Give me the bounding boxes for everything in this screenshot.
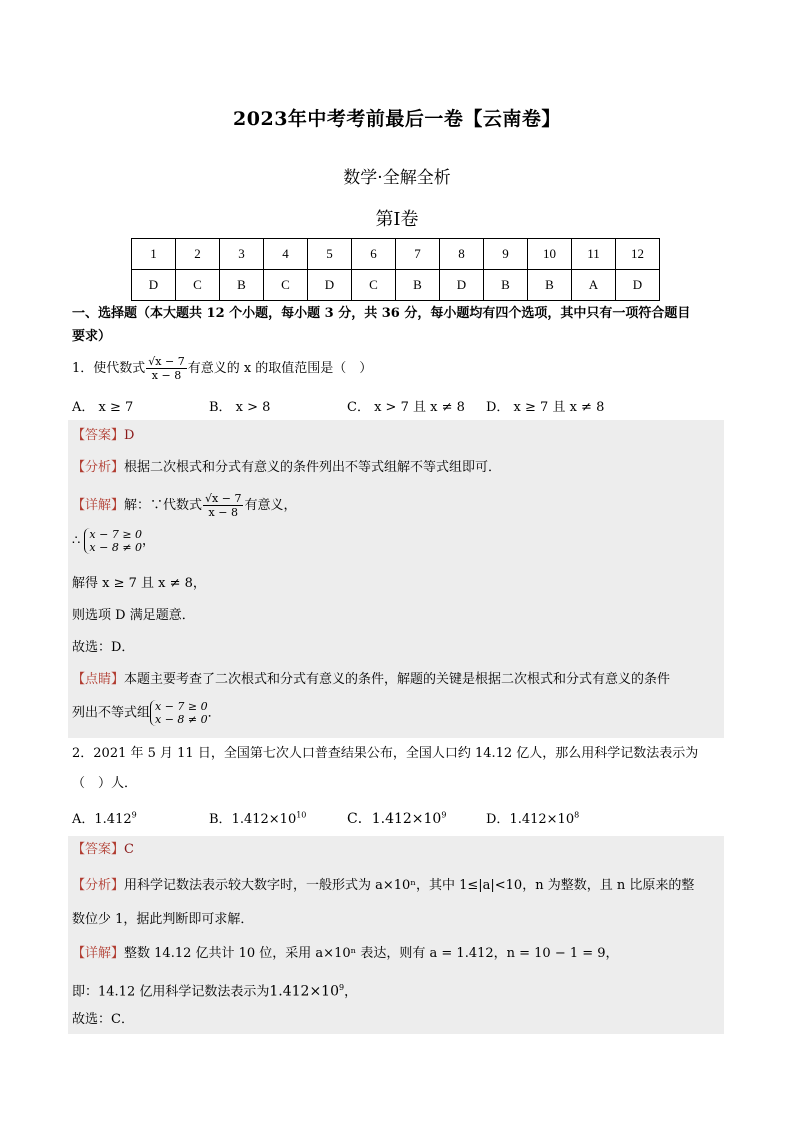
inequality-2: x − 8 ≠ 0 <box>89 541 143 554</box>
option-base: 1.412×10 <box>231 812 297 827</box>
fraction-numerator: √x − 7 <box>205 492 242 505</box>
q1-stem-suffix: 有意义的 x 的取值范围是（ ） <box>187 361 373 376</box>
answer-table <box>131 238 660 301</box>
table-cell: D <box>308 270 352 301</box>
q1-final: 故选：D． <box>72 640 135 655</box>
table-cell: 2 <box>176 239 220 270</box>
table-cell: 1 <box>132 239 176 270</box>
detail-suffix: 有意义， <box>244 498 297 513</box>
q1-point <box>72 670 670 690</box>
inequality-system <box>150 700 208 726</box>
q1-analysis <box>72 458 501 478</box>
q1-point-line2 <box>72 700 221 726</box>
q1-fraction <box>146 355 186 382</box>
system-end: ， <box>142 533 156 549</box>
table-cell: 6 <box>352 239 396 270</box>
ie-prefix: 即：14.12 亿用科学记数法表示为 <box>72 984 270 1000</box>
q1-choose: 则选项 D 满足题意． <box>72 608 195 623</box>
table-cell: D <box>616 270 660 301</box>
table-cell: 11 <box>572 239 616 270</box>
q1-solve: 解得 x ≥ 7 且 x ≠ 8， <box>72 576 206 591</box>
q2-solution-box <box>68 836 724 1034</box>
detail-tag: 【详解】 <box>72 946 125 961</box>
q2-stem-line2: （ ）人． <box>72 776 138 791</box>
fraction-denominator: x − 8 <box>208 506 238 519</box>
inequality-1: x − 7 ≥ 0 <box>155 700 208 713</box>
table-cell: C <box>176 270 220 301</box>
point-text-line2: 列出不等式组 <box>72 705 151 721</box>
table-cell: D <box>440 270 484 301</box>
q1-detail-fraction <box>203 492 243 519</box>
option-exponent: 9 <box>131 810 137 820</box>
inequality-2: x − 8 ≠ 0 <box>155 713 208 726</box>
option-base: 1.412 <box>94 812 132 827</box>
point-end: ． <box>207 705 221 721</box>
section-heading <box>72 302 724 348</box>
answer-table-answers-row <box>132 270 660 301</box>
ie-exponent: 9 <box>338 983 345 992</box>
table-cell: 4 <box>264 239 308 270</box>
table-cell: A <box>572 270 616 301</box>
q2-analysis-line2: 数位少 1，据此判断即可求解． <box>72 912 254 927</box>
ie-value: 1.412×10 <box>269 983 339 1000</box>
detail-tag: 【详解】 <box>72 498 125 513</box>
analysis-tag: 【分析】 <box>72 878 125 893</box>
therefore-symbol: ∴ <box>72 533 81 549</box>
q1-stem <box>72 355 372 382</box>
option-exponent: 8 <box>574 810 580 820</box>
table-cell: B <box>220 270 264 301</box>
answer-value: D <box>124 428 135 443</box>
q2-stem-line1: 2．2021 年 5 月 11 日，全国第七次人口普查结果公布，全国人口约 14.12 亿人，那么用科学记数法表示为 <box>72 746 699 761</box>
table-cell: 10 <box>528 239 572 270</box>
inequality-1: x − 7 ≥ 0 <box>89 528 143 541</box>
q1-system <box>72 528 155 554</box>
q1-option-c: C． x > 7 且 x ≠ 8 <box>347 400 465 415</box>
fraction-numerator: √x − 7 <box>148 355 185 368</box>
ie-end: ， <box>344 984 358 1000</box>
answer-tag: 【答案】 <box>72 842 125 857</box>
section-heading-line2: 要求） <box>72 329 112 344</box>
detail-text: 整数 14.12 亿共计 10 位，采用 a×10ⁿ 表达，则有 a = 1.412，n = 10 − 1 = 9， <box>124 946 619 961</box>
analysis-text: 用科学记数法表示较大数字时，一般形式为 a×10ⁿ，其中 1≤|a|<10，n 为整数，且 n 比原来的整 <box>124 878 695 893</box>
page-title: 2023年中考考前最后一卷【云南卷】 <box>233 108 561 130</box>
point-tag: 【点睛】 <box>72 672 125 687</box>
q1-answer <box>72 426 134 446</box>
analysis-text: 根据二次根式和分式有意义的条件列出不等式组解不等式组即可． <box>124 460 502 475</box>
fraction-denominator: x − 8 <box>151 369 182 382</box>
q2-final: 故选：C． <box>72 1012 134 1027</box>
answer-tag: 【答案】 <box>72 428 125 443</box>
table-cell: 12 <box>616 239 660 270</box>
table-cell: B <box>396 270 440 301</box>
q2-option-c <box>347 808 446 828</box>
table-cell: 3 <box>220 239 264 270</box>
option-label: A． <box>72 812 95 827</box>
detail-prefix: 解：∵代数式 <box>124 498 203 513</box>
inequality-system <box>84 528 142 554</box>
answer-value: C <box>124 842 134 857</box>
q2-option-d <box>486 808 579 827</box>
table-cell: 7 <box>396 239 440 270</box>
table-cell: C <box>264 270 308 301</box>
table-cell: D <box>132 270 176 301</box>
table-cell: 8 <box>440 239 484 270</box>
table-cell: 5 <box>308 239 352 270</box>
table-cell: B <box>528 270 572 301</box>
table-cell: B <box>484 270 528 301</box>
option-exponent: 9 <box>441 810 447 820</box>
table-cell: 9 <box>484 239 528 270</box>
q1-option-a: A． x ≥ 7 <box>72 400 134 415</box>
q1-detail <box>72 492 296 519</box>
option-base: 1.412×10 <box>509 812 575 827</box>
q1-option-d: D． x ≥ 7 且 x ≠ 8 <box>486 400 605 415</box>
q2-option-a <box>72 808 137 827</box>
analysis-tag: 【分析】 <box>72 460 125 475</box>
volume-heading: 第Ⅰ卷 <box>375 209 419 230</box>
q2-answer <box>72 840 134 860</box>
q2-analysis <box>72 876 694 896</box>
q1-option-b: B． x > 8 <box>209 400 271 415</box>
q2-detail <box>72 944 619 964</box>
point-text: 本题主要考查了二次根式和分式有意义的条件，解题的关键是根据二次根式和分式有意义的条件 <box>124 672 671 687</box>
section-heading-line1: 一、选择题（本大题共 12 个小题，每小题 3 分，共 36 分，每小题均有四个选项，其中只有一项符合题目 <box>72 306 691 321</box>
table-cell: C <box>352 270 396 301</box>
option-label: C． <box>347 811 372 827</box>
answer-table-numbers-row <box>132 239 660 270</box>
q2-option-b <box>209 808 306 827</box>
q2-ie <box>72 978 357 1002</box>
option-base: 1.412×10 <box>371 811 442 827</box>
q1-stem-prefix: 1．使代数式 <box>72 361 146 376</box>
option-exponent: 10 <box>296 810 307 820</box>
option-label: B． <box>209 812 232 827</box>
page-subtitle: 数学·全解全析 <box>343 168 451 188</box>
option-label: D． <box>486 812 510 827</box>
